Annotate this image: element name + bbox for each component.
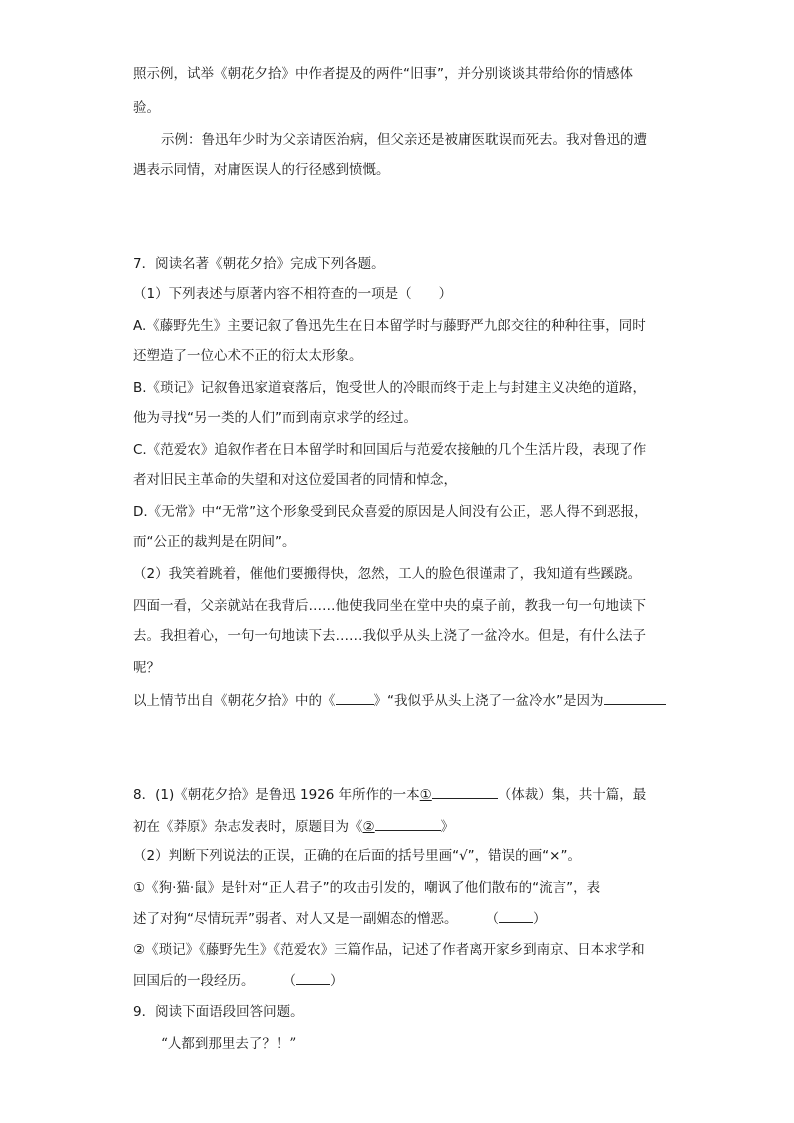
q7-option-a-line2: 还塑造了一位心术不正的衍太太形象。 [133, 348, 363, 364]
q8-line2-text-a: 初在《莽原》杂志发表时，原题目为《 [133, 819, 363, 835]
q9-title: 9．阅读下面语段回答问题。 [133, 1004, 304, 1020]
q8-answer-blank-1[interactable] [432, 784, 498, 799]
q7-option-b-line2: 他为寻找“另一类的人们”而到南京求学的经过。 [133, 410, 417, 426]
q8-item2-line2-text: 回国后的一段经历。 [133, 973, 255, 989]
q7-option-c-line2: 者对旧民主革命的失望和对这位爱国者的同情和悼念， [133, 472, 457, 488]
q7-option-a-line1: A.《藤野先生》主要记叙了鲁迅先生在日本留学时与藤野严九郎交往的种种往事，同时 [133, 318, 646, 334]
q6-line1: 照示例，试举《朝花夕拾》中作者提及的两件“旧事”，并分别谈谈其带给你的情感体 [133, 66, 633, 82]
q6-example-line1: 示例：鲁迅年少时为父亲请医治病，但父亲还是被庸医耽误而死去。我对鲁迅的遭 [161, 132, 647, 148]
q8-blank1-label: ① [419, 787, 432, 803]
q7-option-b-line1: B.《琐记》记叙鲁迅家道衰落后，饱受世人的冷眼而终于走上与封建主义决绝的道路， [133, 380, 647, 396]
q7-sub2-question-text-a: 以上情节出自《朝花夕拾》中的《 [133, 693, 336, 709]
q7-title: 7．阅读名著《朝花夕拾》完成下列各题。 [133, 256, 385, 272]
q7-sub2-line4: 呢？ [133, 660, 160, 676]
q8-item1-line1: ①《狗·猫·鼠》是针对“正人君子”的攻击引发的，嘲讽了他们散布的“流言”，表 [133, 880, 601, 896]
q7-option-d-line1: D.《无常》中“无常”这个形象受到民众喜爱的原因是人间没有公正，恶人得不到恶报， [133, 504, 648, 520]
q8-line1-text-b: （体裁）集，共十篇，最 [497, 787, 647, 803]
q7-sub2-line2: 四面一看，父亲就站在我背后……他使我同坐在堂中央的桌子前，教我一句一句地读下 [133, 598, 646, 614]
q8-item2-paren-close: ） [330, 973, 344, 989]
q7-sub2-question [133, 690, 673, 711]
q6-example-line2: 遇表示同情，对庸医误人的行径感到愤慨。 [133, 162, 390, 178]
q8-blank2-label: ② [362, 819, 375, 835]
q8-item1-line2-text: 述了对狗“尽情玩弄”弱者、对人又是一副媚态的憎恶。 [133, 911, 458, 927]
q7-sub2-line1: （2）我笑着跳着，催他们要搬得快，忽然，工人的脸色很谨肃了，我知道有些蹊跷。 [133, 566, 642, 582]
q8-line1 [133, 784, 673, 805]
q8-item1-paren-close: ） [533, 911, 547, 927]
q7-answer-blank-2[interactable] [604, 690, 666, 705]
q8-answer-blank-2[interactable] [375, 816, 441, 831]
q7-sub2-line3: 去。我担着心，一句一句地读下去……我似乎从头上浇了一盆冷水。但是，有什么法子 [133, 628, 646, 644]
q8-line2 [133, 816, 673, 837]
q8-line2-text-b: 》 [440, 819, 455, 835]
q8-item1-line2 [133, 908, 673, 929]
q7-option-d-line2: 而“公正的裁判是在阴间”。 [133, 534, 296, 550]
q8-line1-text-a: 8．(1)《朝花夕拾》是鲁迅 1926 年所作的一本 [133, 787, 420, 803]
q7-sub1: （1）下列表述与原著内容不相符查的一项是（ ） [133, 286, 453, 302]
q8-item2-answer-blank[interactable] [296, 970, 330, 985]
q8-item2-line1: ②《琐记》《藤野先生》《范爱农》三篇作品，记述了作者离开家乡到南京、日本求学和 [133, 942, 645, 958]
q7-option-c-line1: C.《范爱农》追叙作者在日本留学时和回国后与范爱农接触的几个生活片段，表现了作 [133, 442, 647, 458]
q9-quote: “人都到那里去了？！” [161, 1036, 297, 1052]
q8-sub2: （2）判断下列说法的正误，正确的在后面的括号里画“√”，错误的画“×”。 [133, 848, 581, 864]
q8-item2-paren-open: （ [282, 973, 296, 989]
q8-item2-line2 [133, 970, 673, 991]
q7-sub2-question-text-b: 》“我似乎从头上浇了一盆冷水”是因为 [373, 693, 604, 709]
q6-line2: 验。 [133, 100, 160, 116]
q8-item1-paren-open: （ [485, 911, 499, 927]
q7-answer-blank-1[interactable] [336, 690, 374, 705]
q8-item1-answer-blank[interactable] [499, 908, 533, 923]
